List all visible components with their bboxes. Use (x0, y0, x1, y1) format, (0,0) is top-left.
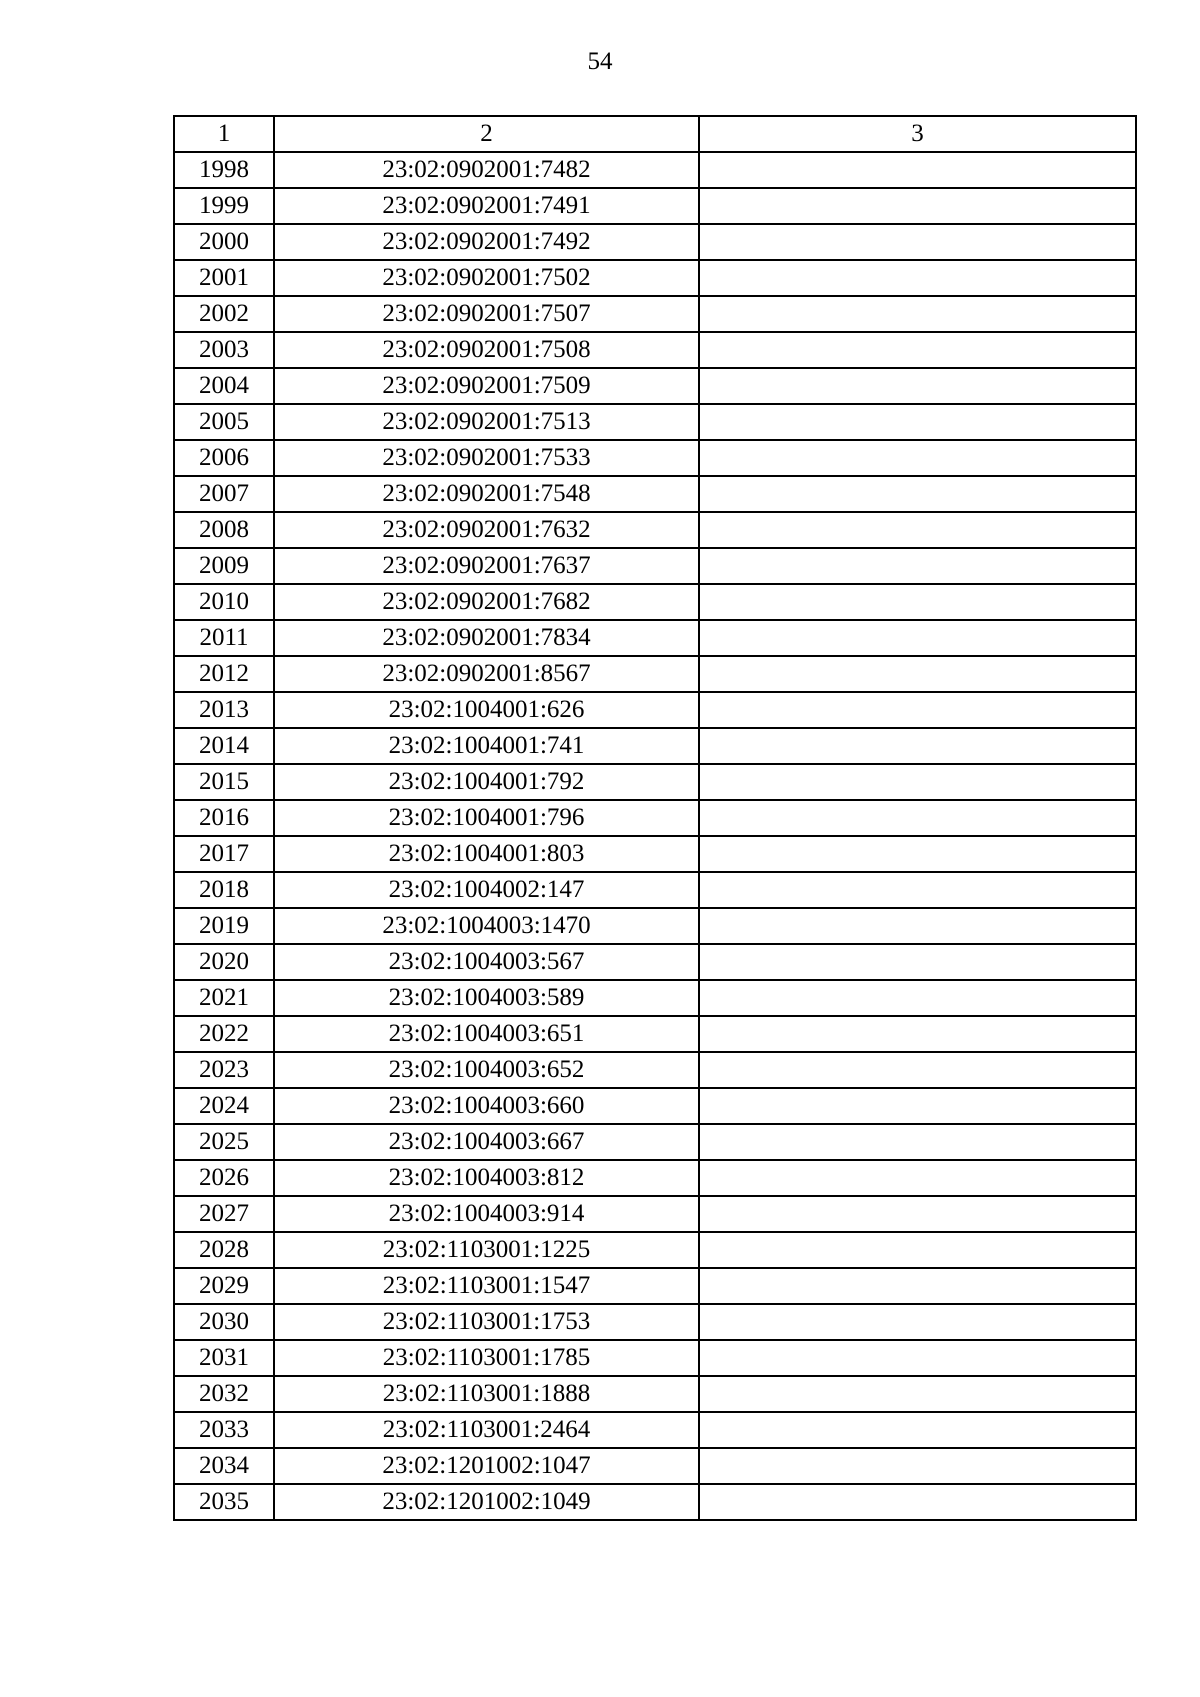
row-number-cell: 2024 (174, 1088, 274, 1124)
cadastral-number-cell: 23:02:1004003:812 (274, 1160, 699, 1196)
note-cell (699, 1268, 1136, 1304)
cadastral-number-cell: 23:02:0902001:7502 (274, 260, 699, 296)
row-number-cell: 2013 (174, 692, 274, 728)
row-number-cell: 2010 (174, 584, 274, 620)
cadastral-number-cell: 23:02:1004003:667 (274, 1124, 699, 1160)
row-number-cell: 2023 (174, 1052, 274, 1088)
row-number-cell: 2027 (174, 1196, 274, 1232)
cadastral-number-cell: 23:02:0902001:7533 (274, 440, 699, 476)
row-number-cell: 2025 (174, 1124, 274, 1160)
cadastral-number-cell: 23:02:1004001:626 (274, 692, 699, 728)
cadastral-number-cell: 23:02:0902001:7682 (274, 584, 699, 620)
column-header-2: 2 (274, 116, 699, 152)
note-cell (699, 1448, 1136, 1484)
table-row (174, 908, 1136, 944)
row-number-cell: 2034 (174, 1448, 274, 1484)
row-number-cell: 1999 (174, 188, 274, 224)
note-cell (699, 1196, 1136, 1232)
cadastral-number-cell: 23:02:1004003:660 (274, 1088, 699, 1124)
table-row (174, 1304, 1136, 1340)
note-cell (699, 224, 1136, 260)
table-row (174, 656, 1136, 692)
note-cell (699, 620, 1136, 656)
cadastral-number-cell: 23:02:0902001:7491 (274, 188, 699, 224)
cadastral-number-cell: 23:02:1004003:589 (274, 980, 699, 1016)
note-cell (699, 152, 1136, 188)
row-number-cell: 2021 (174, 980, 274, 1016)
row-number-cell: 2007 (174, 476, 274, 512)
row-number-cell: 2014 (174, 728, 274, 764)
table-row (174, 1088, 1136, 1124)
note-cell (699, 1052, 1136, 1088)
note-cell (699, 1376, 1136, 1412)
note-cell (699, 476, 1136, 512)
table-row (174, 584, 1136, 620)
note-cell (699, 728, 1136, 764)
cadastral-number-cell: 23:02:0902001:7509 (274, 368, 699, 404)
table-body (174, 152, 1136, 1520)
note-cell (699, 1484, 1136, 1520)
table-row (174, 404, 1136, 440)
table-row (174, 1052, 1136, 1088)
table-row (174, 188, 1136, 224)
table-row (174, 1232, 1136, 1268)
note-cell (699, 260, 1136, 296)
note-cell (699, 980, 1136, 1016)
column-header-1: 1 (174, 116, 274, 152)
row-number-cell: 2026 (174, 1160, 274, 1196)
cadastral-number-cell: 23:02:1004001:796 (274, 800, 699, 836)
table-row (174, 1124, 1136, 1160)
row-number-cell: 2030 (174, 1304, 274, 1340)
table-row (174, 836, 1136, 872)
header-row (174, 116, 1136, 152)
row-number-cell: 2020 (174, 944, 274, 980)
table-row (174, 1340, 1136, 1376)
table-row (174, 548, 1136, 584)
cadastral-number-cell: 23:02:1004003:914 (274, 1196, 699, 1232)
row-number-cell: 2015 (174, 764, 274, 800)
table-row (174, 764, 1136, 800)
table-row (174, 1160, 1136, 1196)
table-row (174, 1412, 1136, 1448)
cadastral-number-cell: 23:02:0902001:7632 (274, 512, 699, 548)
note-cell (699, 800, 1136, 836)
row-number-cell: 2033 (174, 1412, 274, 1448)
cadastral-number-cell: 23:02:1103001:1753 (274, 1304, 699, 1340)
note-cell (699, 836, 1136, 872)
cadastral-number-cell: 23:02:1004003:652 (274, 1052, 699, 1088)
table-row (174, 152, 1136, 188)
table-row (174, 1484, 1136, 1520)
table-row (174, 620, 1136, 656)
row-number-cell: 2031 (174, 1340, 274, 1376)
table-row (174, 728, 1136, 764)
note-cell (699, 692, 1136, 728)
table-row (174, 1448, 1136, 1484)
table-row (174, 476, 1136, 512)
note-cell (699, 656, 1136, 692)
row-number-cell: 2001 (174, 260, 274, 296)
note-cell (699, 1124, 1136, 1160)
note-cell (699, 1160, 1136, 1196)
table-row (174, 1016, 1136, 1052)
cadastral-number-cell: 23:02:0902001:7508 (274, 332, 699, 368)
note-cell (699, 512, 1136, 548)
note-cell (699, 368, 1136, 404)
cadastral-number-cell: 23:02:0902001:7507 (274, 296, 699, 332)
table-row (174, 944, 1136, 980)
note-cell (699, 944, 1136, 980)
note-cell (699, 872, 1136, 908)
cadastral-number-cell: 23:02:1103001:2464 (274, 1412, 699, 1448)
row-number-cell: 2002 (174, 296, 274, 332)
table-row (174, 296, 1136, 332)
row-number-cell: 2008 (174, 512, 274, 548)
cadastral-number-cell: 23:02:0902001:7834 (274, 620, 699, 656)
note-cell (699, 404, 1136, 440)
row-number-cell: 2003 (174, 332, 274, 368)
cadastral-number-cell: 23:02:0902001:7513 (274, 404, 699, 440)
cadastral-number-cell: 23:02:0902001:7492 (274, 224, 699, 260)
row-number-cell: 2017 (174, 836, 274, 872)
cadastral-number-cell: 23:02:1201002:1047 (274, 1448, 699, 1484)
row-number-cell: 2035 (174, 1484, 274, 1520)
row-number-cell: 2006 (174, 440, 274, 476)
data-table (173, 115, 1137, 1521)
cadastral-number-cell: 23:02:0902001:8567 (274, 656, 699, 692)
row-number-cell: 2022 (174, 1016, 274, 1052)
table-row (174, 260, 1136, 296)
note-cell (699, 1088, 1136, 1124)
note-cell (699, 584, 1136, 620)
table-row (174, 224, 1136, 260)
table-row (174, 980, 1136, 1016)
row-number-cell: 2016 (174, 800, 274, 836)
note-cell (699, 332, 1136, 368)
row-number-cell: 2012 (174, 656, 274, 692)
note-cell (699, 1016, 1136, 1052)
cadastral-number-cell: 23:02:1103001:1785 (274, 1340, 699, 1376)
row-number-cell: 2029 (174, 1268, 274, 1304)
table-row (174, 692, 1136, 728)
table-row (174, 512, 1136, 548)
row-number-cell: 2004 (174, 368, 274, 404)
table-row (174, 872, 1136, 908)
row-number-cell: 2028 (174, 1232, 274, 1268)
table-row (174, 1196, 1136, 1232)
note-cell (699, 1412, 1136, 1448)
row-number-cell: 2000 (174, 224, 274, 260)
cadastral-number-cell: 23:02:1103001:1888 (274, 1376, 699, 1412)
cadastral-number-cell: 23:02:1103001:1547 (274, 1268, 699, 1304)
cadastral-number-cell: 23:02:1004003:567 (274, 944, 699, 980)
row-number-cell: 2019 (174, 908, 274, 944)
note-cell (699, 1232, 1136, 1268)
row-number-cell: 2005 (174, 404, 274, 440)
page-number: 54 (587, 48, 613, 75)
note-cell (699, 1340, 1136, 1376)
row-number-cell: 2011 (174, 620, 274, 656)
cadastral-number-cell: 23:02:0902001:7637 (274, 548, 699, 584)
note-cell (699, 296, 1136, 332)
cadastral-number-cell: 23:02:1004003:1470 (274, 908, 699, 944)
note-cell (699, 440, 1136, 476)
table-row (174, 440, 1136, 476)
table-row (174, 1268, 1136, 1304)
note-cell (699, 188, 1136, 224)
table-row (174, 800, 1136, 836)
cadastral-number-cell: 23:02:1004001:792 (274, 764, 699, 800)
note-cell (699, 908, 1136, 944)
note-cell (699, 764, 1136, 800)
cadastral-number-cell: 23:02:0902001:7482 (274, 152, 699, 188)
table-row (174, 332, 1136, 368)
cadastral-number-cell: 23:02:1201002:1049 (274, 1484, 699, 1520)
note-cell (699, 548, 1136, 584)
cadastral-number-cell: 23:02:1004001:803 (274, 836, 699, 872)
column-header-3: 3 (699, 116, 1136, 152)
cadastral-number-cell: 23:02:1004003:651 (274, 1016, 699, 1052)
cadastral-number-cell: 23:02:1103001:1225 (274, 1232, 699, 1268)
cadastral-number-cell: 23:02:0902001:7548 (274, 476, 699, 512)
cadastral-number-cell: 23:02:1004001:741 (274, 728, 699, 764)
table-row (174, 1376, 1136, 1412)
note-cell (699, 1304, 1136, 1340)
table-row (174, 368, 1136, 404)
row-number-cell: 2009 (174, 548, 274, 584)
row-number-cell: 2018 (174, 872, 274, 908)
row-number-cell: 1998 (174, 152, 274, 188)
row-number-cell: 2032 (174, 1376, 274, 1412)
cadastral-number-cell: 23:02:1004002:147 (274, 872, 699, 908)
